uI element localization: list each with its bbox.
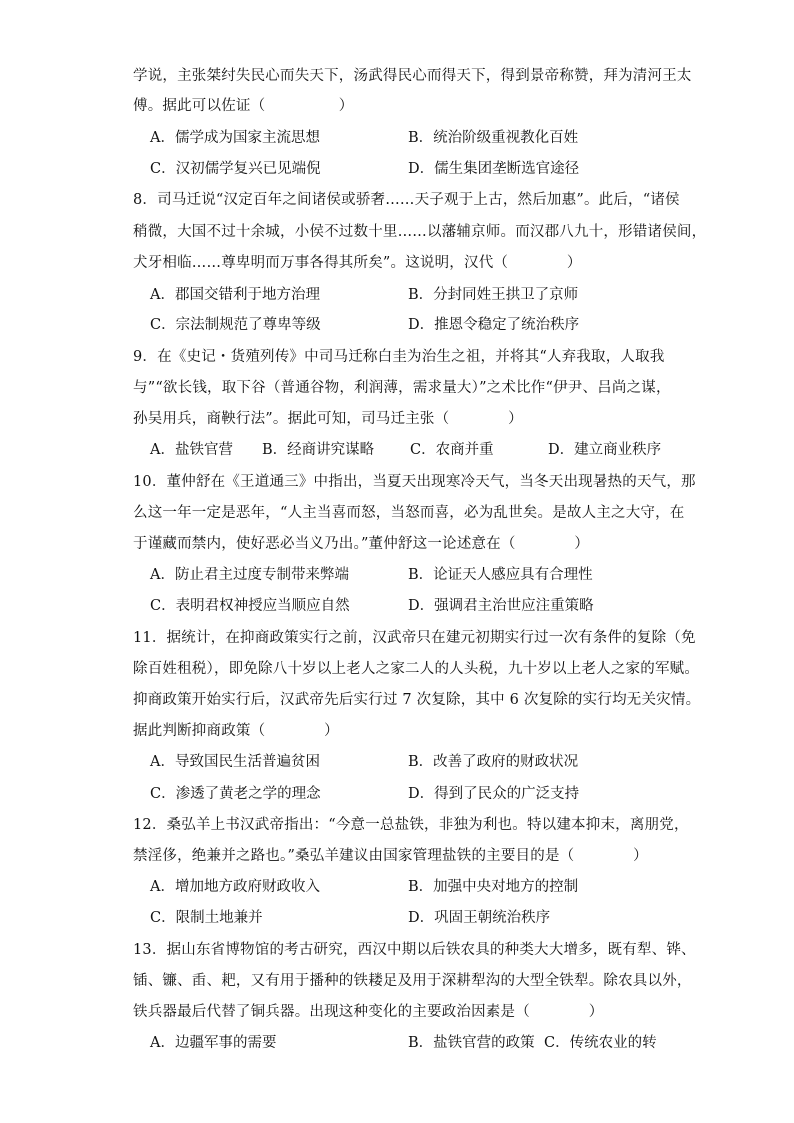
q12-text-line: 禁淫侈，绝兼并之路也。”桑弘羊建议由国家管理盐铁的主要目的是（ ） xyxy=(133,848,648,864)
q11-option-b[interactable]: B．改善了政府的财政状况 xyxy=(408,754,579,770)
q11-text-line: 除百姓租税），即免除八十岁以上老人之家二人的人头税，九十岁以上老人之家的军赋。 xyxy=(133,661,700,677)
q12-option-c[interactable]: C．限制土地兼并 xyxy=(150,910,263,926)
q9-option-d[interactable]: D．建立商业秩序 xyxy=(548,442,662,458)
q13-text-line: 铁兵器最后代替了铜兵器。出现这种变化的主要政治因素是（ ） xyxy=(133,1004,604,1020)
q8-option-a[interactable]: A．郡国交错利于地方治理 xyxy=(150,287,320,303)
q7-text-line: 傅。据此可以佐证（ ） xyxy=(133,98,354,114)
q7-option-c[interactable]: C．汉初儒学复兴已见端倪 xyxy=(150,161,321,177)
q12-option-b[interactable]: B．加强中央对地方的控制 xyxy=(408,879,579,895)
q9-text-line: 9．在《史记・货殖列传》中司马迁称白圭为治生之祖，并将其“人弃我取，人取我 xyxy=(133,349,665,365)
q10-option-b[interactable]: B．论证天人感应具有合理性 xyxy=(408,567,593,583)
q10-text-line: 10．董仲舒在《王道通三》中指出，当夏天出现寒冷天气，当冬天出现暑热的天气，那 xyxy=(133,474,696,490)
q9-text-line: 与”“欲长钱，取下谷（普通谷物，利润薄，需求量大）”之术比作“伊尹、吕尚之谋， xyxy=(133,380,671,396)
q11-text-line: 据此判断抑商政策（ ） xyxy=(133,723,339,739)
q12-option-d[interactable]: D．巩固王朝统治秩序 xyxy=(408,910,551,926)
q11-option-d[interactable]: D．得到了民众的广泛支持 xyxy=(408,786,580,802)
q9-option-b[interactable]: B．经商讲究谋略 xyxy=(262,442,375,458)
q13-option-b[interactable]: B．盐铁官营的政策 xyxy=(408,1035,535,1051)
q11-text-line: 11．据统计，在抑商政策实行之前，汉武帝只在建元初期实行过一次有条件的复除（免 xyxy=(133,630,696,646)
q13-text-line: 13．据山东省博物馆的考古研究，西汉中期以后铁农具的种类大大增多，既有犁、铧、 xyxy=(133,942,696,958)
q13-option-c[interactable]: C．传统农业的转 xyxy=(544,1035,657,1051)
q12-option-a[interactable]: A．增加地方政府财政收入 xyxy=(150,879,320,895)
q10-text-line: 于谨藏而禁内，使好恶必当义乃出。”董仲舒这一论述意在（ ） xyxy=(133,536,590,552)
q13-text-line: 锸、镰、臿、耙，又有用于播种的铁耧足及用于深耕犁沟的大型全铁犁。除农具以外， xyxy=(133,973,692,989)
q11-text-line: 抑商政策开始实行后，汉武帝先后实行过 7 次复除，其中 6 次复除的实行均无关灾情。 xyxy=(133,692,701,708)
q9-option-a[interactable]: A．盐铁官营 xyxy=(150,442,233,458)
q7-option-d[interactable]: D．儒生集团垄断选官途径 xyxy=(408,161,580,177)
q10-option-a[interactable]: A．防止君主过度专制带来弊端 xyxy=(150,567,349,583)
q8-text-line: 稍微，大国不过十余城，小侯不过数十里……以藩辅京师。而汉郡八九十，形错诸侯间， xyxy=(133,224,707,240)
q7-text-line: 学说，主张桀纣失民心而失天下，汤武得民心而得天下，得到景帝称赞，拜为清河王太 xyxy=(133,68,692,84)
q10-text-line: 么这一年一定是恶年，“人主当喜而怒，当怒而喜，必为乱世矣。是故人主之大守，在 xyxy=(133,505,685,521)
q11-option-a[interactable]: A．导致国民生活普遍贫困 xyxy=(150,754,320,770)
q11-option-c[interactable]: C．渗透了黄老之学的理念 xyxy=(150,786,321,802)
q9-option-c[interactable]: C．农商并重 xyxy=(410,442,494,458)
q8-option-c[interactable]: C．宗法制规范了尊卑等级 xyxy=(150,317,321,333)
q10-option-c[interactable]: C．表明君权神授应当顺应自然 xyxy=(150,598,350,614)
q7-option-a[interactable]: A．儒学成为国家主流思想 xyxy=(150,130,320,146)
q8-option-b[interactable]: B．分封同姓王拱卫了京师 xyxy=(408,287,579,303)
q7-option-b[interactable]: B．统治阶级重视教化百姓 xyxy=(408,130,579,146)
q8-option-d[interactable]: D．推恩令稳定了统治秩序 xyxy=(408,317,580,333)
q12-text-line: 12．桑弘羊上书汉武帝指出：“今意一总盐铁，非独为利也。特以建本抑末，离朋党， xyxy=(133,817,689,833)
q10-option-d[interactable]: D．强调君主治世应注重策略 xyxy=(408,598,594,614)
q9-text-line: 孙吴用兵，商鞅行法”。据此可知，司马迁主张（ ） xyxy=(133,411,523,427)
q8-text-line: 犬牙相临……尊卑明而万事各得其所矣”。这说明，汉代（ ） xyxy=(133,255,582,271)
q13-option-a[interactable]: A．边疆军事的需要 xyxy=(150,1035,277,1051)
q8-text-line: 8．司马迁说“汉定百年之间诸侯或骄奢……天子观于上古，然后加惠”。此后，“诸侯 xyxy=(133,192,680,208)
